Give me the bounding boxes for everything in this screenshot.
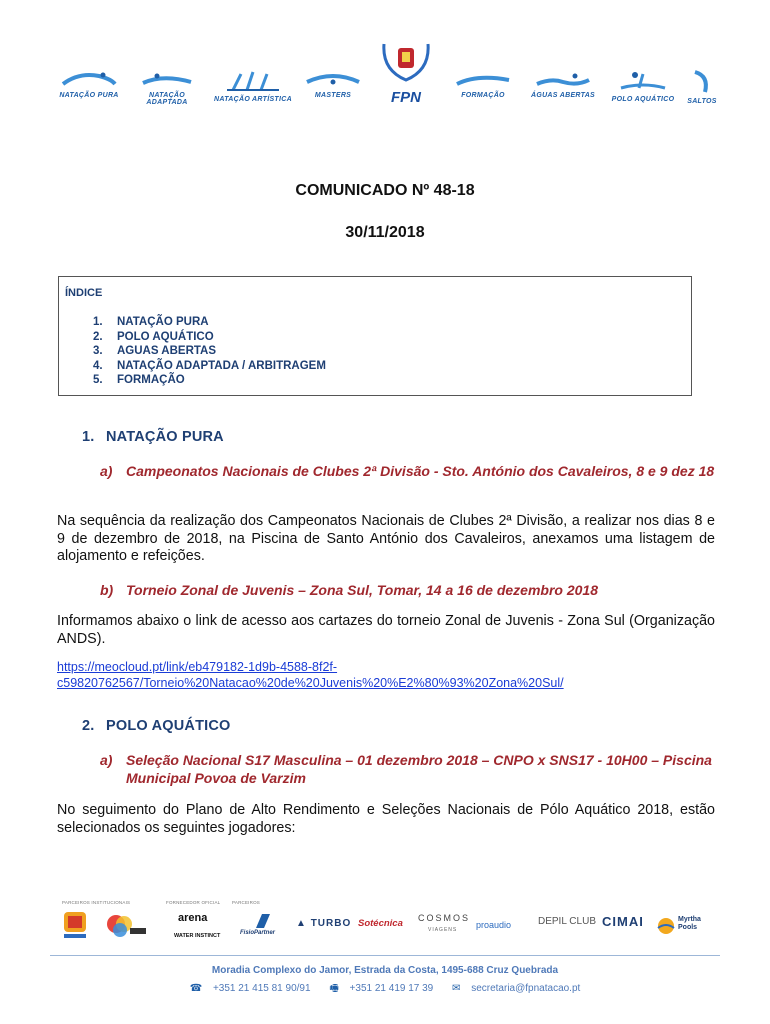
sponsor-cosmos-tagline: VIAGENS <box>428 927 458 933</box>
sponsor-proaudio: proaudio <box>476 920 512 930</box>
discipline-natacao-artistica: NATAÇÃO ARTÍSTICA <box>214 70 292 103</box>
institutional-partner-logo-icon <box>104 912 148 940</box>
footer-contacts <box>0 981 770 998</box>
fisiopartner-logo-icon <box>252 912 272 930</box>
fpn-logo: FPN <box>378 40 434 106</box>
fax-icon: 🖷 <box>329 983 339 994</box>
envelope-icon: ✉ <box>452 983 461 994</box>
sponsor-arena-tagline: WATER INSTINCT <box>174 933 221 939</box>
fpn-crest-icon <box>378 40 434 84</box>
phone-icon: ☎ <box>189 983 203 994</box>
sponsor-caption: FORNECEDOR OFICIAL <box>166 900 221 905</box>
index-list <box>93 315 326 388</box>
artistic-swimmer-icon <box>223 70 283 92</box>
phone-contact[interactable]: ☎ +351 21 415 81 90/91 <box>189 983 311 994</box>
sponsor-caption: PARCEIROS INSTITUCIONAIS <box>62 900 131 905</box>
institutional-partner-logo-icon <box>62 910 88 940</box>
index-item[interactable]: 2. POLO AQUÁTICO <box>93 330 214 343</box>
swimmer-icon <box>137 70 197 88</box>
paragraph: No seguimento do Plano de Alto Rendimento e Seleções Nacionais de Pólo Aquático 2018, estão selecionados os seguintes jogadores: <box>57 802 715 836</box>
sponsor-caption: PARCEIROS <box>232 900 260 905</box>
torneio-link[interactable]: https://meocloud.pt/link/eb479182-1d9b-4588-8f2f- c59820762567/Torneio%20Natacao%20de%20Juvenis%20%E2%80%93%20Zona%20Sul/ <box>57 660 564 690</box>
fax-contact: 🖷 +351 21 419 17 39 <box>329 983 434 994</box>
discipline-masters: MASTERS <box>298 70 368 99</box>
footer-address: Moradia Complexo do Jamor, Estrada da Costa, 1495-688 Cruz Quebrada <box>211 965 559 976</box>
subsection-heading: a) Campeonatos Nacionais de Clubes 2ª Divisão - Sto. António dos Cavaleiros, 8 e 9 dez 18 <box>100 463 715 479</box>
section-heading-natacao-pura: 1. NATAÇÃO PURA <box>82 429 224 445</box>
subsection-heading: b) Torneio Zonal de Juvenis – Zona Sul, Tomar, 14 a 16 de dezembro 2018 <box>100 582 599 598</box>
page-title: COMUNICADO Nº 48-18 <box>295 182 475 199</box>
swimmer-icon <box>453 70 513 88</box>
discipline-natacao-pura: NATAÇÃO PURA <box>54 70 124 99</box>
subsection-heading: a) Seleção Nacional S17 Masculina – 01 dezembro 2018 – CNPO x SNS17 - 10H00 – Piscina Municipal Povoa de Varzim <box>100 752 712 786</box>
sponsor-myrtha-pools: Myrtha Pools <box>678 916 701 931</box>
sponsor-depilclub: DEPIL CLUB <box>538 916 596 927</box>
sponsor-cosmos: COSMOS <box>418 913 471 923</box>
myrtha-pools-logo-icon <box>656 916 676 936</box>
footer-divider <box>50 955 720 956</box>
sponsor-cimai: CIMAI <box>602 914 644 929</box>
discipline-polo-aquatico: POLO AQUÁTICO <box>608 70 678 103</box>
open-water-icon <box>533 70 593 88</box>
discipline-aguas-abertas: ÁGUAS ABERTAS <box>528 70 598 99</box>
index-heading: ÍNDICE <box>65 287 103 299</box>
index-box <box>58 276 692 396</box>
discipline-formacao: FORMAÇÃO <box>448 70 518 99</box>
diver-icon <box>687 70 717 94</box>
section-heading-polo-aquatico: 2. POLO AQUÁTICO <box>82 718 231 734</box>
sponsor-turbo: ▲ TURBO <box>296 918 352 929</box>
sponsor-arena: arena <box>178 912 208 924</box>
discipline-saltos: SALTOS <box>680 70 724 105</box>
document-date: 30/11/2018 <box>345 224 425 241</box>
swimmer-icon <box>59 70 119 88</box>
sponsor-fisiopartner: FisioPartner <box>240 930 276 936</box>
paragraph: Na sequência da realização dos Campeonatos Nacionais de Clubes 2ª Divisão, a realizar nos dias 8 e 9 de dezembro de 2018, na Piscina de Santo António dos Cavaleiros, anexamos uma listagem de alojamento e refeições. <box>57 513 715 564</box>
index-item[interactable]: 3. AGUAS ABERTAS <box>93 345 217 357</box>
discipline-natacao-adaptada: NATAÇÃO ADAPTADA <box>128 70 206 106</box>
sponsor-sotecnica: Sotécnica <box>358 918 403 929</box>
index-item[interactable]: 5. FORMAÇÃO <box>93 374 185 386</box>
paragraph: Informamos abaixo o link de acesso aos cartazes do torneio Zonal de Juvenis - Zona Sul (Organização ANDS). <box>57 613 715 647</box>
index-item[interactable]: 4. NATAÇÃO ADAPTADA / ARBITRAGEM <box>93 359 326 372</box>
index-item[interactable]: 1. NATAÇÃO PURA <box>93 316 209 328</box>
water-polo-icon <box>613 70 673 92</box>
swimmer-icon <box>303 70 363 88</box>
email-contact[interactable]: ✉ secretaria@fpnatacao.pt <box>452 983 581 994</box>
